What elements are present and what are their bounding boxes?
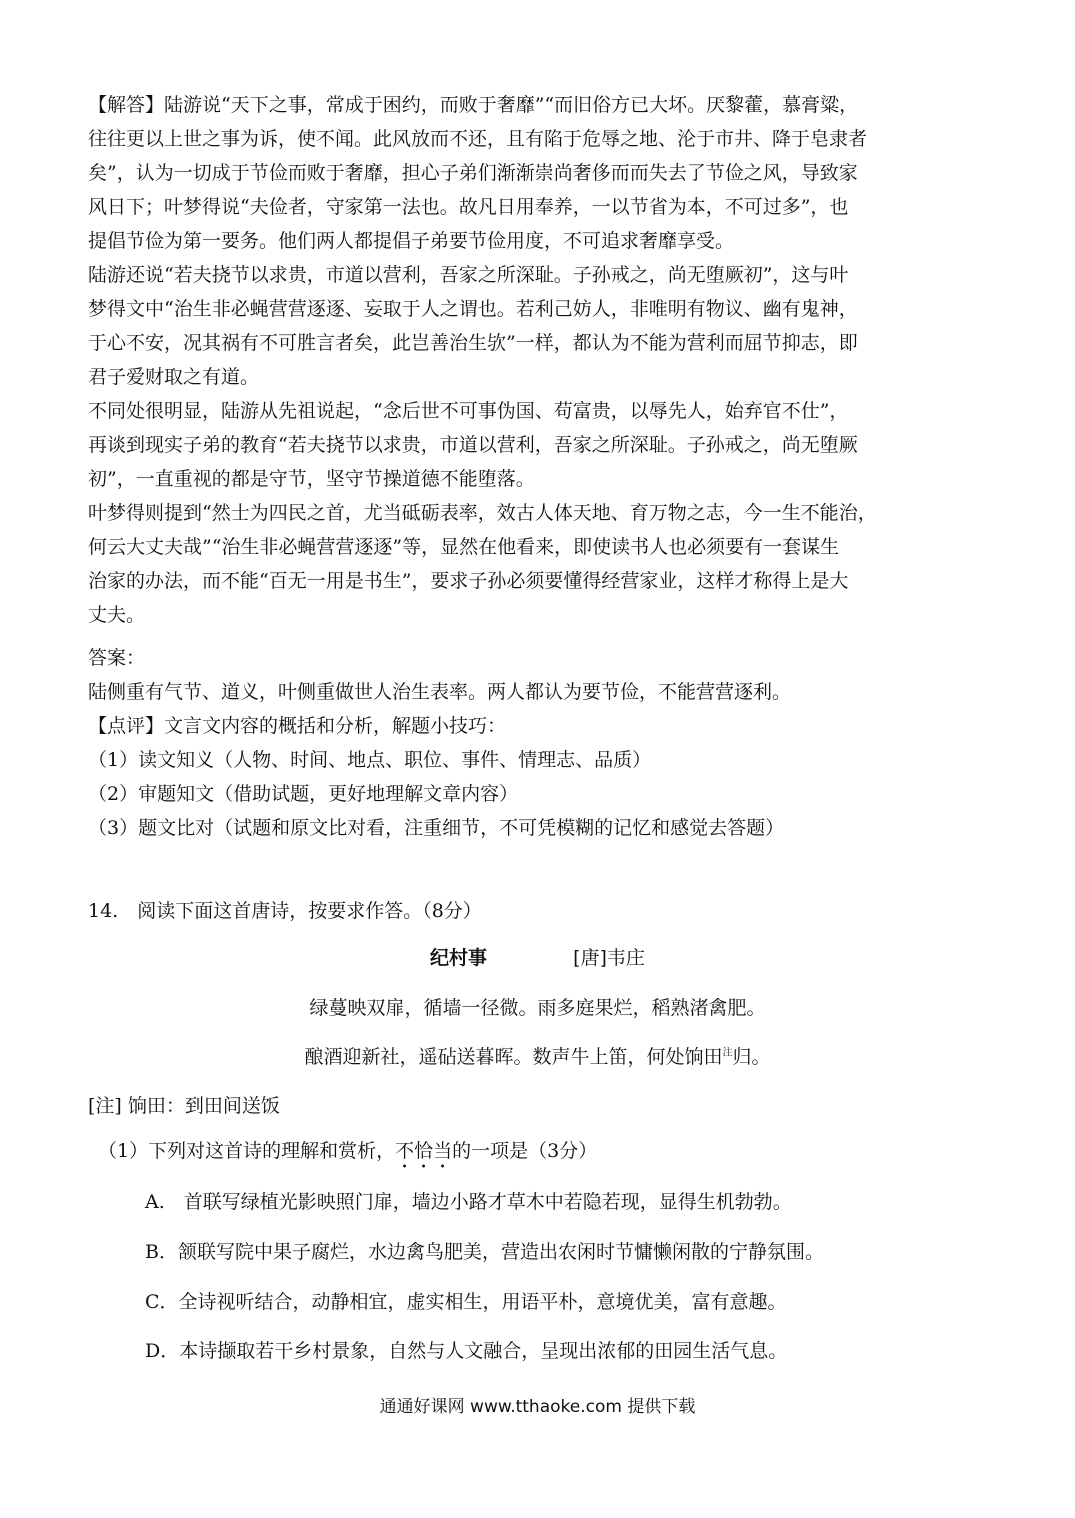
tip-item: （2）审题知文（借助试题，更好地理解文章内容） <box>88 783 519 805</box>
analysis-line: 再谈到现实子弟的教育“若夫挠节以求贵，市道以营利，吾家之所深耻。子孙戒之，尚无堕厥 <box>88 434 858 456</box>
poem-line-text: 归。 <box>732 1046 771 1068</box>
analysis-line: 提倡节俭为第一要务。他们两人都提倡子弟要节俭用度，不可追求奢靡享受。 <box>88 230 735 252</box>
tip-item: （3）题文比对（试题和原文比对看，注重细节，不可凭模糊的记忆和感觉去答题） <box>88 817 785 839</box>
poem-title: 纪村事 <box>430 947 488 969</box>
tip-item: （1）读文知义（人物、时间、地点、职位、事件、情理志、品质） <box>88 749 652 771</box>
option-b: B．颔联写院中果子腐烂，水边禽鸟肥美，营造出农闲时节慵懒闲散的宁静氛围。 <box>145 1241 824 1263</box>
poem-heading <box>0 943 1075 970</box>
emphasized-text: 不恰当 <box>395 1140 453 1162</box>
analysis-line: 陆游还说“若夫挠节以求贵，市道以营利，吾家之所深耻。子孙戒之，尚无堕厥初”，这与叶 <box>88 264 849 286</box>
answer-analysis <box>88 88 988 632</box>
analysis-line: 往往更以上世之事为诉，使不闻。此风放而不还，且有陷于危辱之地、沦于市井、降于皂隶者 <box>88 128 868 150</box>
page-footer: 通通好课网 www.tthaoke.com 提供下载 <box>379 1397 696 1417</box>
analysis-line: 何云大丈夫哉”“治生非必蝇营营逐逐”等，显然在他看来，即使读书人也必须要有一套谋生 <box>88 536 840 558</box>
sub-question-text: （1）下列对这首诗的理解和赏析， <box>98 1140 396 1162</box>
analysis-line: 矣”，认为一切成于节俭而败于奢靡，担心子弟们渐渐崇尚奢侈而而失去了节俭之风，导致家 <box>88 162 858 184</box>
analysis-line: 【解答】陆游说“天下之事，常成于困约，而败于奢靡”“而旧俗方已大坏。厌黎藿，慕膏粱， <box>88 94 859 116</box>
poem-line-text: 酿酒迎新社，遥砧送暮晖。数声牛上笛，何处饷田 <box>304 1046 723 1068</box>
answer-label: 答案： <box>88 647 146 669</box>
sub-question-1 <box>98 1136 597 1173</box>
option-a: A. 首联写绿植光影映照门扉，墙边小路才草木中若隐若现，显得生机勃勃。 <box>145 1191 792 1213</box>
poem-line: 绿蔓映双扉，循墙一径微。雨多庭果烂，稻熟渚禽肥。 <box>309 997 766 1019</box>
analysis-line: 治家的办法，而不能“百无一用是书生”，要求子孙必须要懂得经营家业，这样才称得上是大 <box>88 570 849 592</box>
answer-key <box>88 641 988 845</box>
comment-heading: 【点评】文言文内容的概括和分析，解题小技巧： <box>88 715 507 737</box>
analysis-line: 初”，一直重视的都是守节，坚守节操道德不能堕落。 <box>88 468 535 490</box>
option-d: D．本诗撷取若干乡村景象，自然与人文融合，呈现出浓郁的田园生活气息。 <box>145 1340 788 1362</box>
sub-question-text: 的一项是（3分） <box>452 1140 598 1162</box>
analysis-line: 风日下；叶梦得说“夫俭者，守家第一法也。故凡日用奉养，一以节省为本，不可过多”，也 <box>88 196 849 218</box>
answer-text: 陆侧重有气节、道义，叶侧重做世人治生表率。两人都认为要节俭，不能营营逐利。 <box>88 681 792 703</box>
option-c: C．全诗视听结合，动静相宜，虚实相生，用语平朴，意境优美，富有意趣。 <box>145 1291 787 1313</box>
analysis-line: 不同处很明显，陆游从先祖说起，“念后世不可事伪国、苟富贵，以辱先人，始弃官不仕”， <box>88 400 849 422</box>
footnote-marker: 注 <box>722 1047 733 1059</box>
poem-line <box>0 1042 1075 1069</box>
analysis-line: 叶梦得则提到“然士为四民之首，尤当砥砺表率，效古人体天地、育万物之志，今一生不能治， <box>88 502 877 524</box>
question-stem-text: 14. 阅读下面这首唐诗，按要求作答。（8分） <box>88 900 482 922</box>
analysis-line: 于心不安，况其祸有不可胜言者矣，此岂善治生欤”一样，都认为不能为营利而屈节抑志，即 <box>88 332 858 354</box>
analysis-line: 君子爱财取之有道。 <box>88 366 260 388</box>
question-14-stem <box>88 894 988 928</box>
analysis-line: 梦得文中“治生非必蝇营营逐逐、妄取于人之谓也。若利己妨人，非唯明有物议、幽有鬼神， <box>88 298 858 320</box>
poem-note: [注] 饷田：到田间送饭 <box>88 1095 280 1117</box>
analysis-line: 丈夫。 <box>88 604 146 626</box>
poem-author: [唐]韦庄 <box>573 947 645 969</box>
